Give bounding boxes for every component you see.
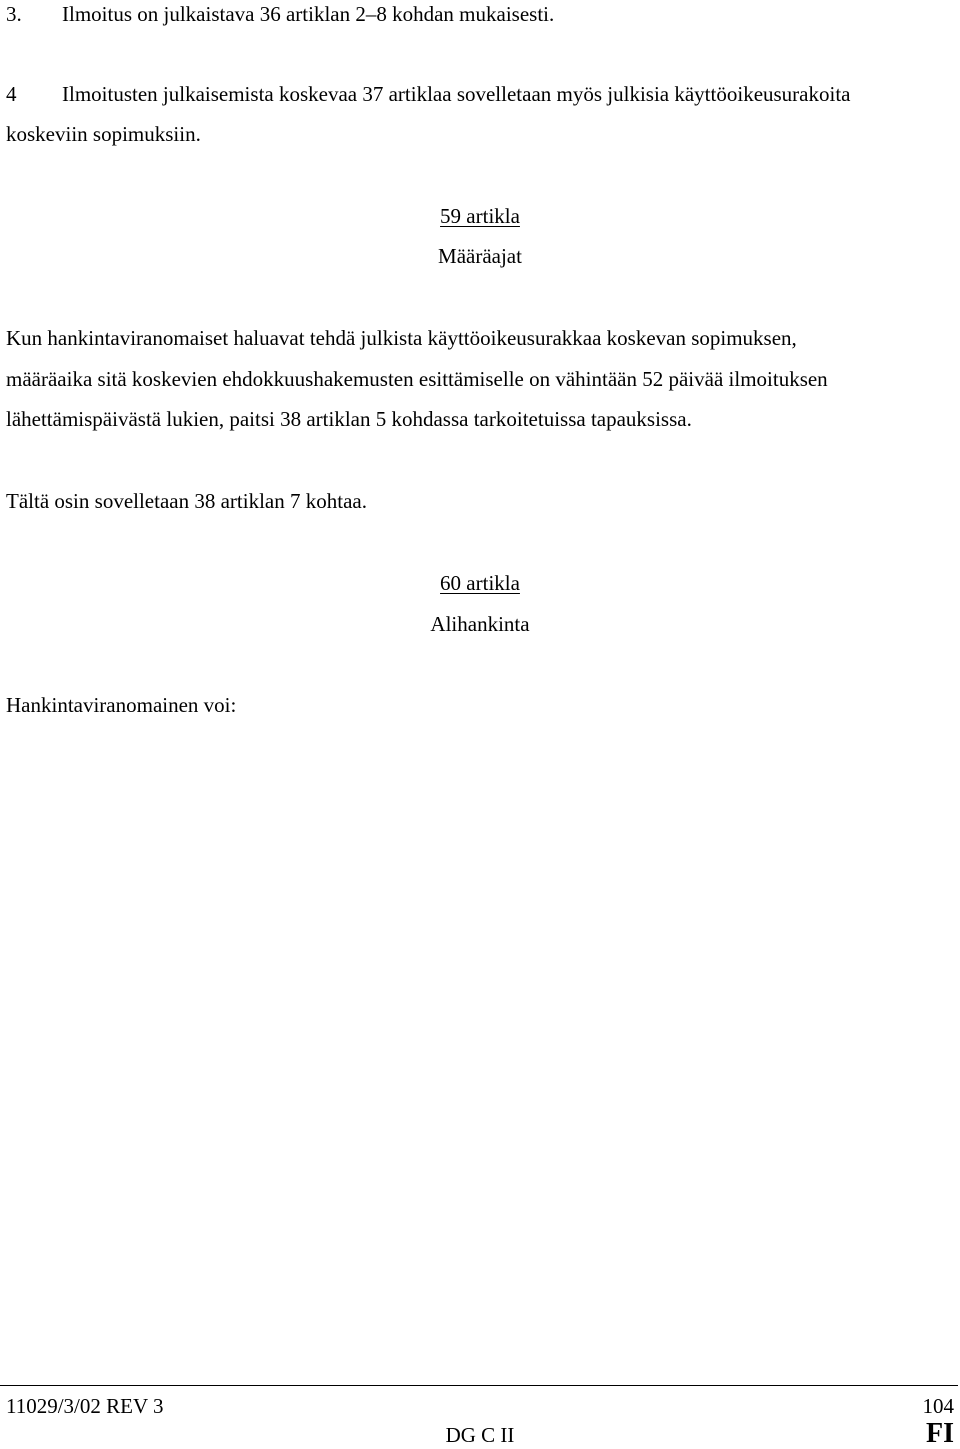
item-text-continued: koskeviin sopimuksiin. (6, 122, 201, 146)
article-title: Määräajat (438, 244, 522, 268)
item-text: Ilmoitusten julkaisemista koskevaa 37 artiklaa sovelletaan myös julkisia käyttöoikeusurakoita (62, 82, 851, 106)
article-title: Alihankinta (430, 612, 530, 636)
paragraph: Tältä osin sovelletaan 38 artiklan 7 kohtaa. (6, 489, 367, 513)
item-text: Ilmoitus on julkaistava 36 artiklan 2–8 kohdan mukaisesti. (62, 2, 555, 26)
paragraph-line: määräaika sitä koskevien ehdokkuushakemusten esittämiselle on vähintään 52 päivää ilmoituksen (6, 367, 828, 391)
item-number: 4 (6, 82, 17, 106)
footer-rule (0, 1385, 958, 1386)
article-number: 59 artikla (440, 204, 520, 228)
document-reference: 11029/3/02 REV 3 (6, 1394, 164, 1418)
item-number: 3. (6, 2, 22, 26)
paragraph-line: lähettämispäivästä lukien, paitsi 38 artiklan 5 kohdassa tarkoitetuissa tapauksissa. (6, 407, 692, 431)
language-code: FI (926, 1418, 954, 1449)
paragraph-line: Kun hankintaviranomaiset haluavat tehdä julkista käyttöoikeusurakkaa koskevan sopimuksen, (6, 326, 797, 350)
article-number: 60 artikla (440, 571, 520, 595)
article-heading (0, 206, 960, 227)
directorate: DG C II (445, 1423, 515, 1447)
page-number: 104 (922, 1394, 954, 1418)
article-heading (0, 573, 960, 594)
paragraph: Hankintaviranomainen voi: (6, 693, 237, 717)
